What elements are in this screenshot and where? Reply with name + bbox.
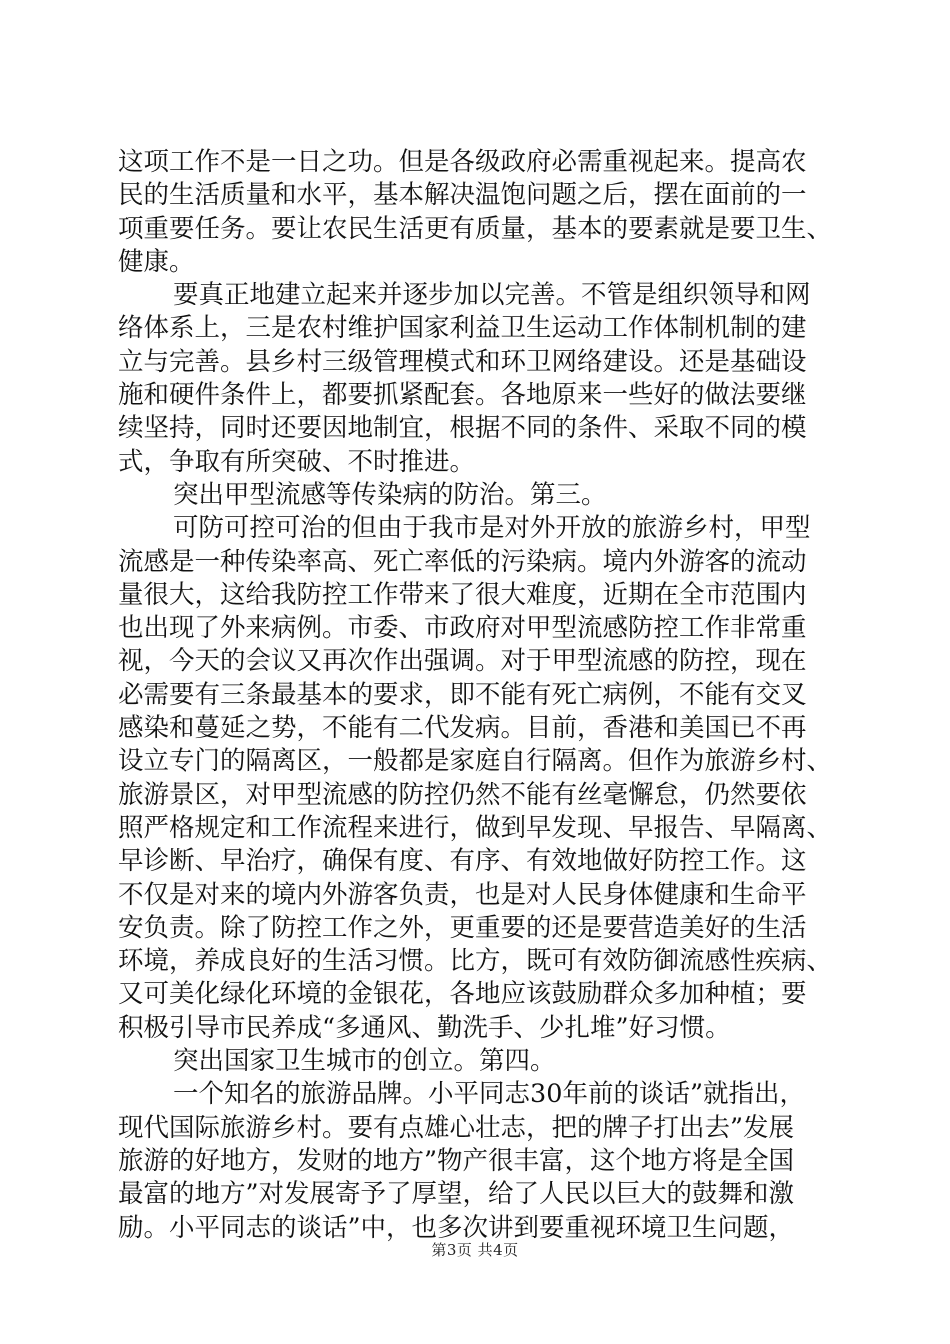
text-line: 立与完善。县乡村三级管理模式和环卫网络建设。还是基础设 <box>118 346 807 377</box>
text-line: 络体系上，三是农村维护国家利益卫生运动工作体制机制的建 <box>118 313 807 344</box>
text-line: 这项工作不是一日之功。但是各级政府必需重视起来。提高农 <box>118 147 807 177</box>
text-line: 式，争取有所突破、不时推进。 <box>118 446 476 477</box>
text-line: 健康。 <box>118 246 195 277</box>
text-line: 感染和蔓延之势，不能有二代发病。目前，香港和美国已不再 <box>118 713 807 744</box>
section-heading: 突出甲型流感等传染病的防治。第三。 <box>173 479 607 510</box>
text-line: 不仅是对来的境内外游客负责，也是对人民身体健康和生命平 <box>118 879 807 910</box>
text-line: 照严格规定和工作流程来进行，做到早发现、早报告、早隔离、 <box>118 812 833 843</box>
text-line: 又可美化绿化环境的金银花，各地应该鼓励群众多加种植；要 <box>118 979 807 1010</box>
text-line: 现代国际旅游乡村。要有点雄心壮志，把的牌子打出去”发展 <box>118 1112 795 1143</box>
text-line: 励。小平同志的谈话”中，也多次讲到要重视环境卫生问题， <box>118 1212 795 1243</box>
paragraph-first-line: 一个知名的旅游品牌。小平同志30年前的谈话”就指出， <box>173 1079 805 1110</box>
paragraph-first-line: 可防可控可治的但由于我市是对外开放的旅游乡村，甲型 <box>173 513 811 544</box>
text-line: 量很大，这给我防控工作带来了很大难度，近期在全市范围内 <box>118 579 807 610</box>
document-body <box>118 146 834 1245</box>
text-line: 项重要任务。要让农民生活更有质量，基本的要素就是要卫生、 <box>118 213 833 244</box>
text-line: 最富的地方”对发展寄予了厚望，给了人民以巨大的鼓舞和激 <box>118 1179 795 1210</box>
section-heading: 突出国家卫生城市的创立。第四。 <box>173 1046 556 1077</box>
text-line: 也出现了外来病例。市委、市政府对甲型流感防控工作非常重 <box>118 613 807 644</box>
text-line: 施和硬件条件上，都要抓紧配套。各地原来一些好的做法要继 <box>118 380 807 411</box>
text-line: 视，今天的会议又再次作出强调。对于甲型流感的防控，现在 <box>118 646 807 677</box>
text-line: 流感是一种传染率高、死亡率低的污染病。境内外游客的流动 <box>118 546 807 577</box>
text-line: 环境，养成良好的生活习惯。比方，既可有效防御流感性疾病、 <box>118 946 833 977</box>
text-line: 积极引导市民养成“多通风、勤洗手、少扎堆”好习惯。 <box>118 1012 731 1043</box>
text-line: 续坚持，同时还要因地制宜，根据不同的条件、采取不同的模 <box>118 413 807 444</box>
text-line: 民的生活质量和水平，基本解决温饱问题之后，摆在面前的一 <box>118 180 807 211</box>
text-line: 必需要有三条最基本的要求，即不能有死亡病例，不能有交叉 <box>118 679 807 710</box>
text-line: 安负责。除了防控工作之外，更重要的还是要营造美好的生活 <box>118 912 807 943</box>
text-line: 早诊断、早治疗，确保有度、有序、有效地做好防控工作。这 <box>118 846 807 877</box>
text-line: 旅游景区，对甲型流感的防控仍然不能有丝毫懈怠，仍然要依 <box>118 779 807 810</box>
paragraph-first-line: 要真正地建立起来并逐步加以完善。不管是组织领导和网 <box>173 280 811 311</box>
text-line: 旅游的好地方，发财的地方”物产很丰富，这个地方将是全国 <box>118 1145 795 1176</box>
page-footer: 第3页 共4页 <box>431 1241 519 1259</box>
text-line: 设立专门的隔离区，一般都是家庭自行隔离。但作为旅游乡村、 <box>118 746 833 777</box>
